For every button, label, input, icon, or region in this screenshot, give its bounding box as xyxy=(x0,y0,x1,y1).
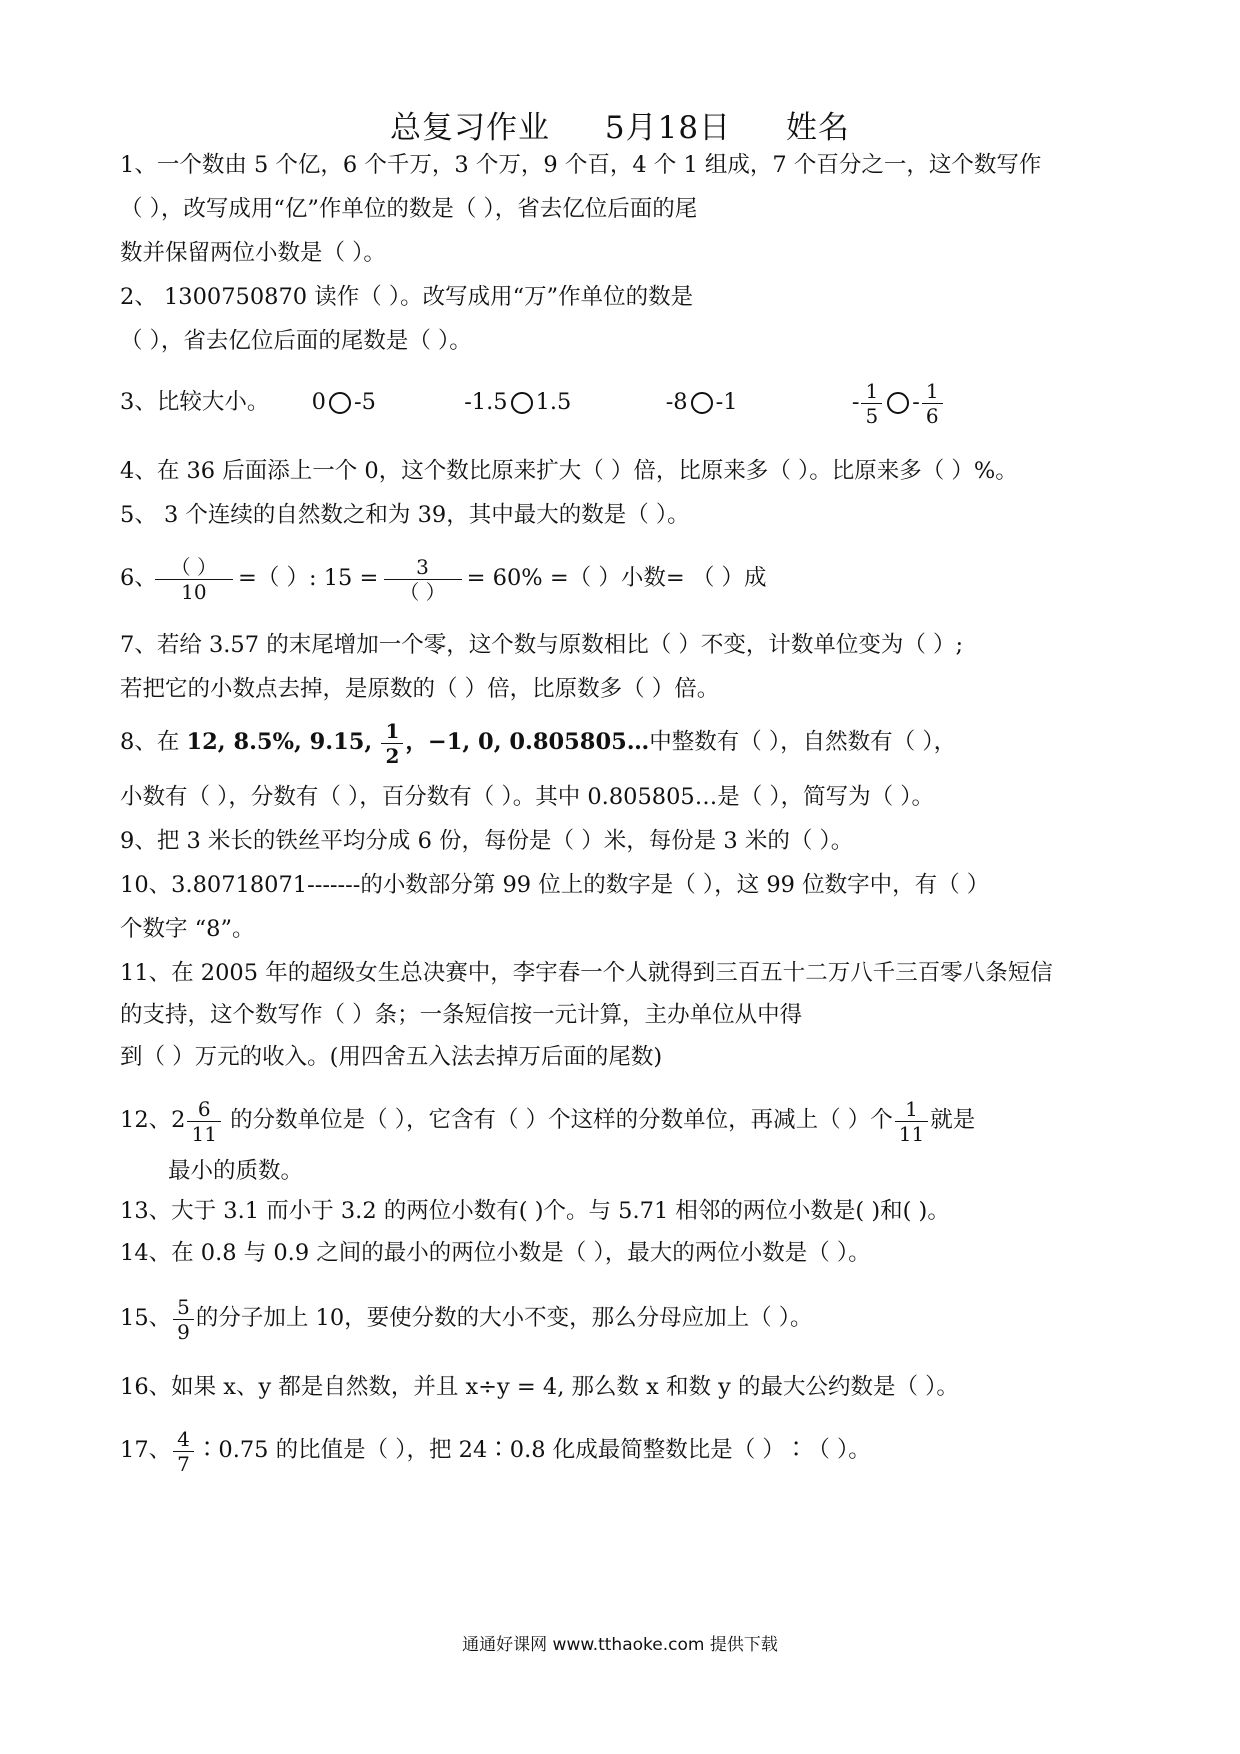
q11-line1: 11、在 2005 年的超级女生总决赛中，李宇春一个人就得到三百五十二万八千三百零八条短信 xyxy=(120,960,1053,986)
q8-numbers-1: 12, 8.5%, 9.15, xyxy=(186,729,373,755)
q2-line1: 2、 1300750870 读作（ ）。改写成用“万”作单位的数是 xyxy=(120,284,694,310)
fraction-denominator: 5 xyxy=(861,403,882,428)
fraction-denominator: 2 xyxy=(381,743,403,768)
fraction-numerator: 1 xyxy=(865,378,879,403)
q3-d-left-fraction xyxy=(861,379,882,428)
q7-line2: 若把它的小数点去掉，是原数的（ ）倍，比原数多（ ）倍。 xyxy=(120,676,720,702)
q1-line2: （ ），改写成用“亿”作单位的数是（ ），省去亿位后面的尾 xyxy=(120,196,698,222)
fraction-numerator: （ ） xyxy=(170,554,217,579)
title-date: 5月18日 xyxy=(604,110,732,146)
q2-line2: （ ），省去亿位后面的尾数是（ ）。 xyxy=(120,328,472,354)
q10-line1: 10、3.80718071-------的小数部分第 99 位上的数字是（ ），这 99 位数字中，有（ ） xyxy=(120,872,990,898)
fraction-numerator: 6 xyxy=(197,1096,211,1121)
q3-c-right: -1 xyxy=(715,389,738,415)
q15-fraction xyxy=(173,1295,194,1344)
q6-fraction-1 xyxy=(159,555,229,604)
fraction-numerator: 4 xyxy=(177,1426,190,1451)
fraction-denominator: 10 xyxy=(155,579,233,604)
q5-line: 5、 3 个连续的自然数之和为 39，其中最大的数是（ ）。 xyxy=(120,502,690,528)
fraction-numerator: 5 xyxy=(177,1294,190,1319)
q17-prefix: 17、 xyxy=(120,1437,172,1463)
q8-line2: 小数有（ ），分数有（ ），百分数有（ ）。其中 0.805805…是（ ），简写为（ ）。 xyxy=(120,784,935,810)
q12-mid: 的分数单位是（ ），它含有（ ）个这样的分数单位，再减上（ ）个 xyxy=(222,1107,893,1133)
fraction-denominator: 7 xyxy=(173,1451,194,1476)
q8-fraction xyxy=(381,719,403,768)
q12-line2: 最小的质数。 xyxy=(168,1158,304,1184)
title-name-label: 姓名 xyxy=(785,110,850,146)
q11-line3: 到（ ）万元的收入。(用四舍五入法去掉万后面的尾数) xyxy=(120,1044,663,1070)
q17-tail: ∶0.75 的比值是（ ），把 24∶0.8 化成最简整数比是（ ）∶（ ）。 xyxy=(195,1437,871,1463)
q10-line2: 个数字 “8”。 xyxy=(120,916,255,942)
q15-prefix: 15、 xyxy=(120,1305,172,1331)
fraction-denominator: 6 xyxy=(922,403,943,428)
q3-label: 3、比较大小。 xyxy=(120,389,270,415)
fraction-numerator: 1 xyxy=(385,718,400,743)
q3-b-left: -1.5 xyxy=(464,389,508,415)
compare-circle-icon xyxy=(691,392,713,414)
compare-circle-icon xyxy=(329,392,351,414)
q1-line1: 1、一个数由 5 个亿，6 个千万，3 个万，9 个百，4 个 1 组成，7 个百分之一，这个数写作 xyxy=(120,152,1042,178)
q8-numbers-2: ，−1, 0, 0.805805… xyxy=(405,729,650,755)
title-text: 总复习作业 xyxy=(390,110,551,146)
q3-b-right: 1.5 xyxy=(535,389,572,415)
q12-line1 xyxy=(120,1090,975,1150)
q12-whole: 2 xyxy=(171,1107,186,1133)
footer-credit: 通通好课网 www.tthaoke.com 提供下载 xyxy=(462,1635,778,1655)
fraction-denominator: 11 xyxy=(895,1121,928,1146)
fraction-numerator: 3 xyxy=(416,554,429,579)
q4-line: 4、在 36 后面添上一个 0，这个数比原来扩大（ ）倍，比原来多（ ）。比原来多（ ）%。 xyxy=(120,458,1018,484)
compare-circle-icon xyxy=(887,392,909,414)
q16-line: 16、如果 x、y 都是自然数，并且 x÷y = 4, 那么数 x 和数 y 的最大公约数是（ ）。 xyxy=(120,1374,959,1400)
q12-fraction-2 xyxy=(895,1097,928,1146)
q9-line: 9、把 3 米长的铁丝平均分成 6 份，每份是（ ）米，每份是 3 米的（ ）。 xyxy=(120,828,854,854)
q14-line: 14、在 0.8 与 0.9 之间的最小的两位小数是（ ），最大的两位小数是（ ）。 xyxy=(120,1240,871,1266)
page-title xyxy=(0,102,1240,147)
q8-line1 xyxy=(120,712,956,772)
q3-d-right-fraction xyxy=(922,379,943,428)
q3-line xyxy=(120,372,945,432)
q6-mid: =（ ）: 15 = xyxy=(230,565,386,591)
q11-line2: 的支持，这个数写作（ ）条；一条短信按一元计算，主办单位从中得 xyxy=(120,1002,803,1028)
q17-line xyxy=(120,1420,871,1480)
q15-tail: 的分子加上 10，要使分数的大小不变，那么分母应加上（ ）。 xyxy=(195,1305,813,1331)
q3-d-left-sign: - xyxy=(851,389,860,415)
q8-rest: 中整数有（ ），自然数有（ ）， xyxy=(649,729,957,755)
q6-fraction-2 xyxy=(388,555,458,604)
q17-fraction xyxy=(173,1427,194,1476)
q7-line1: 7、若给 3.57 的末尾增加一个零，这个数与原数相比（ ）不变，计数单位变为（ ）; xyxy=(120,632,964,658)
fraction-numerator: 1 xyxy=(905,1096,918,1121)
q1-line3: 数并保留两位小数是（ ）。 xyxy=(120,240,386,266)
fraction-numerator: 1 xyxy=(925,378,939,403)
q3-d-right-sign: - xyxy=(912,389,920,415)
fraction-denominator: 9 xyxy=(173,1319,194,1344)
fraction-denominator: 11 xyxy=(187,1121,220,1146)
q12-fraction xyxy=(187,1097,220,1146)
q8-prefix: 8、在 xyxy=(120,729,187,755)
q12-tail: 就是 xyxy=(930,1107,976,1133)
compare-circle-icon xyxy=(511,392,533,414)
q15-line xyxy=(120,1288,813,1348)
q12-prefix: 12、 xyxy=(120,1107,172,1133)
q3-c-left: -8 xyxy=(665,389,688,415)
q6-line xyxy=(120,548,767,608)
q13-line: 13、大于 3.1 而小于 3.2 的两位小数有( )个。与 5.71 相邻的两位小数是( )和( )。 xyxy=(120,1198,950,1224)
q6-tail: = 60% =（ ）小数= （ ）成 xyxy=(459,565,767,591)
q3-a-left: 0 xyxy=(311,389,326,415)
q3-a-right: -5 xyxy=(353,389,376,415)
fraction-denominator: （ ） xyxy=(384,579,462,604)
q6-prefix: 6、 xyxy=(120,565,157,591)
